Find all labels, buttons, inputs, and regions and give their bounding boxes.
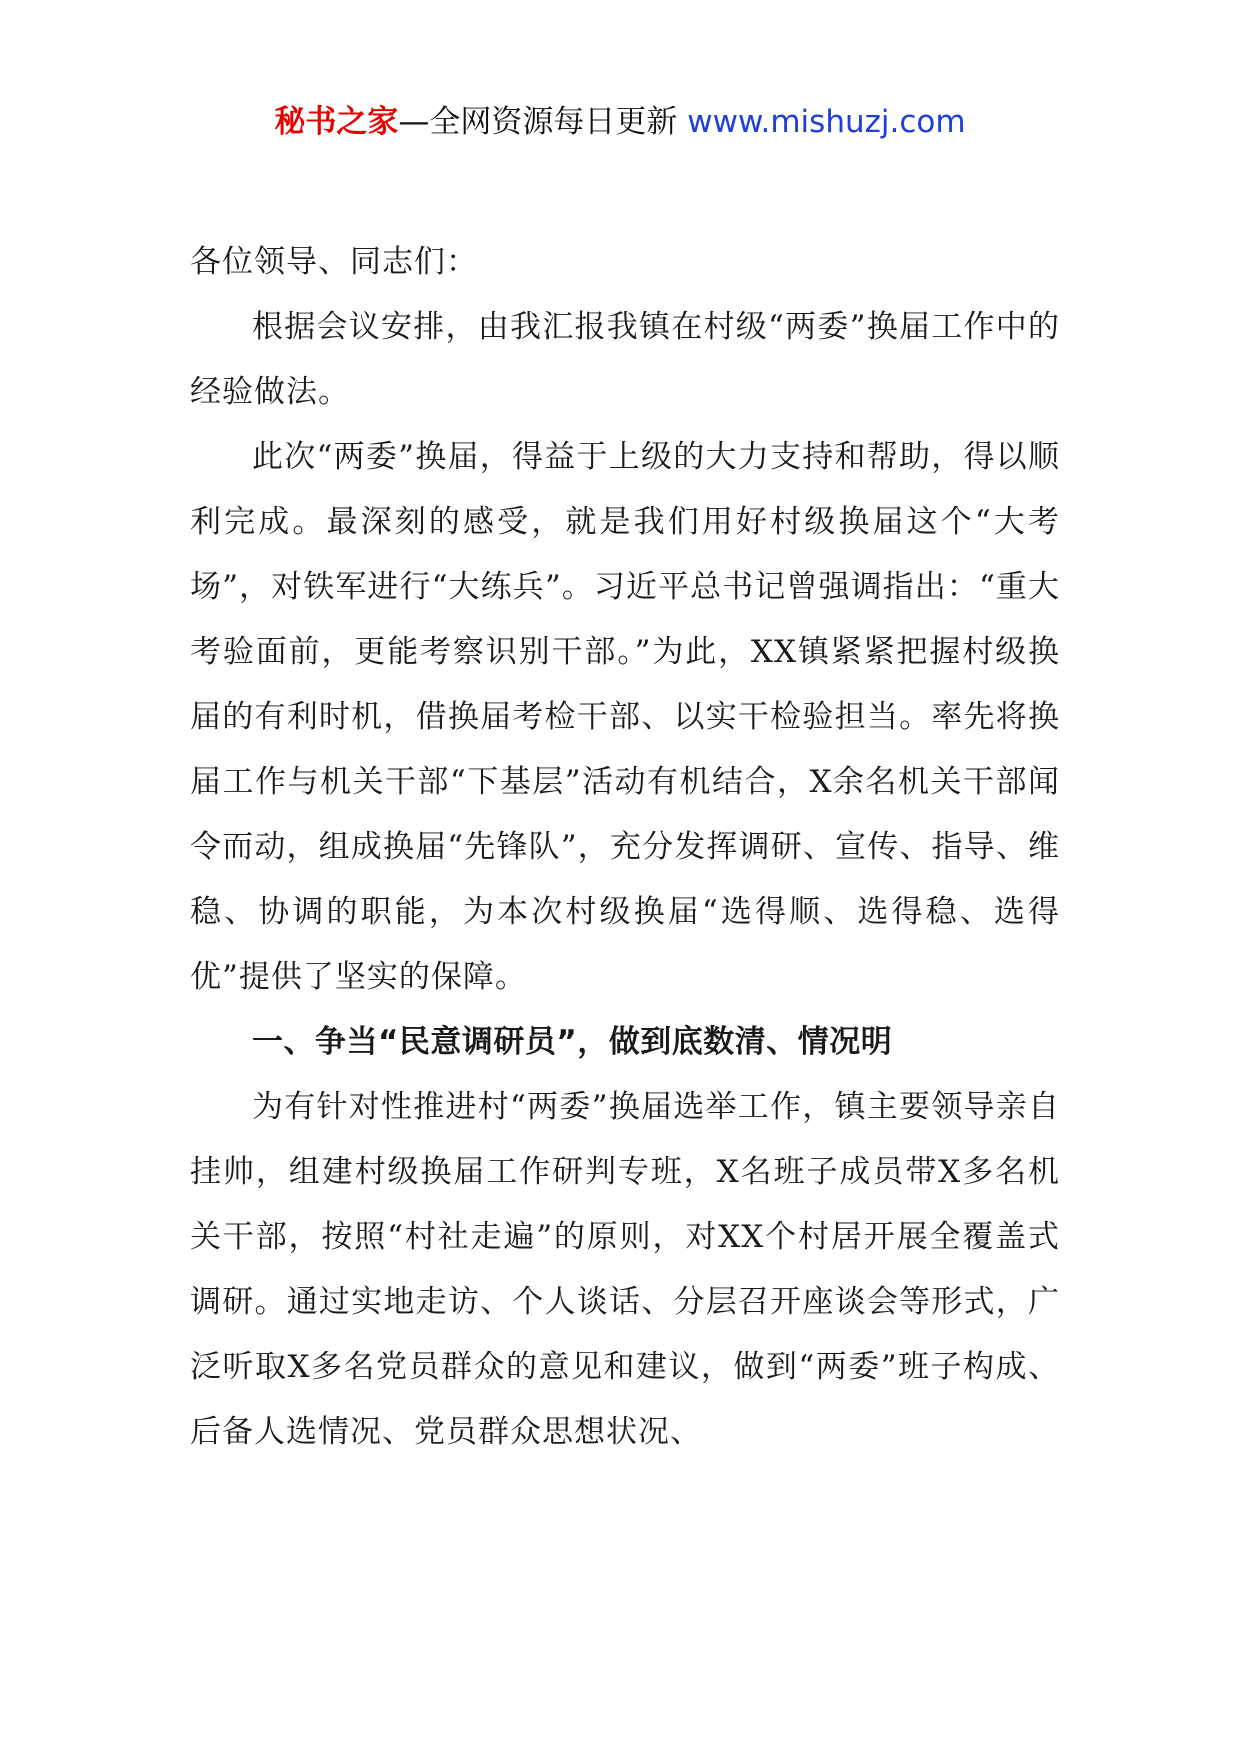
document-body — [190, 230, 1060, 1465]
paragraph-intro: 根据会议安排，由我汇报我镇在村级“两委”换届工作中的经验做法。 — [190, 309, 1060, 410]
section-heading: 一、争当“民意调研员”，做到底数清、情况明 — [252, 1024, 893, 1060]
header-tagline: —全网资源每日更新 — [398, 104, 678, 140]
salutation: 各位领导、同志们： — [190, 244, 478, 280]
brand-name: 秘书之家 — [274, 104, 399, 140]
site-header — [0, 100, 1240, 144]
paragraph-summary: 此次“两委”换届，得益于上级的大力支持和帮助，得以顺利完成。最深刻的感受，就是我们用好村级换届这个“大考场”，对铁军进行“大练兵”。习近平总书记曾强调指出：“重大考验面前，更能考察识别干部。”为此，XX镇紧紧把握村级换届的有利时机，借换届考检干部、以实干检验担当。率先将换届工作与机关干部“下基层”活动有机结合，X余名机关干部闻令而动，组成换届“先锋队”，充分发挥调研、宣传、指导、维稳、协调的职能，为本次村级换届“选得顺、选得稳、选得优”提供了坚实的保障。 — [190, 439, 1060, 995]
site-url-link[interactable]: www.mishuzj.com — [687, 104, 966, 140]
section-paragraph: 为有针对性推进村“两委”换届选举工作，镇主要领导亲自挂帅，组建村级换届工作研判专班，X名班子成员带X多名机关干部，按照“村社走遍”的原则，对XX个村居开展全覆盖式调研。通过实地走访、个人谈话、分层召开座谈会等形式，广泛听取X多名党员群众的意见和建议，做到“两委”班子构成、后备人选情况、党员群众思想状况、 — [190, 1089, 1060, 1450]
